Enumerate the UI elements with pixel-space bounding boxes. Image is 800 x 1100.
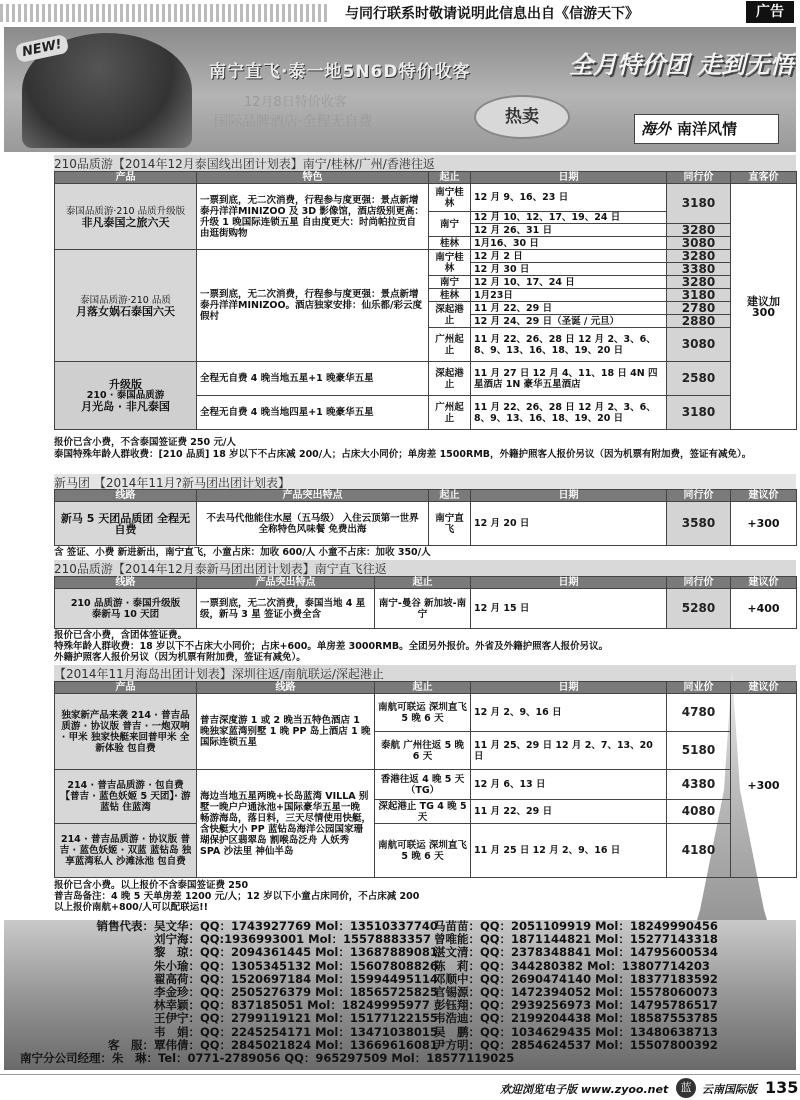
route-cell: 深起港止 [429, 362, 471, 396]
feature-cell: 不去马代他能住水屋（五马级） 入住云顶第一世界 全称特色风味餐 免费出海 [197, 502, 429, 546]
date-cell: 11 月 27 日 12 月 4、11、18 日 4N 四星酒店 1N 豪华五星酒店 [471, 362, 667, 396]
date-cell: 11 月 25、29 日 12 月 2、7、13、20 日 [471, 732, 667, 770]
contact-entry: 刘宁海：QQ:1936993001 Mol：15578883357 [154, 932, 431, 947]
route-cell: 桂林 [429, 289, 471, 302]
col-header: 建议价 [731, 490, 797, 502]
product-name: 210 · 泰国品质游 [86, 390, 165, 401]
section-title-thai-sg: 210品质游【2014年12月泰新马团出团计划表】南宁直飞往返 [54, 560, 796, 578]
product-cell: 独家新产品来袭 214 · 普吉品质游 · 协议版 普吉 · 一炮双响 · 甲米 独家快艇来回普甲米 全新体验 包自费 [55, 694, 197, 770]
price-cell: 2580 [667, 362, 731, 396]
col-header: 直客价 [731, 172, 797, 184]
page-footer [0, 1074, 800, 1100]
product-cell [55, 250, 197, 362]
col-header: 产品突出特点 [197, 490, 429, 502]
route-cell: 香港往返 4 晚 5 天（TG） [375, 770, 471, 800]
date-cell: 12 月 10、17、24 日 [471, 276, 667, 289]
price-cell: 3580 [667, 502, 731, 546]
date-cell: 1月16、30 日 [471, 237, 667, 250]
product-cell: 214 · 普吉品质游 · 包自费 【普吉 · 蓝色妖姬 5 天团】· 游蓝钻 住蓝湾 [55, 770, 197, 824]
col-header: 线路 [55, 577, 197, 589]
contact-entry: 王伊宁：QQ：2799119121 Mol：15177122155 [154, 1011, 438, 1026]
contact-role: 南宁分公司经理： [20, 1050, 112, 1065]
col-header: 特色 [197, 172, 429, 184]
contact-entry: 吴文华：QQ：1743927769 Mol：13510337740 [154, 919, 438, 933]
suggest-price-cell: +400 [731, 589, 797, 629]
product-title: 月落女娲石泰国六天 [76, 304, 175, 318]
hot-badge: 热卖 [474, 95, 570, 139]
top-pattern [0, 4, 330, 22]
contact-entry: 彭钰翔：QQ：2939256973 Mol：14795786517 [434, 998, 718, 1013]
product-cell [55, 362, 197, 430]
date-cell: 12 月 15 日 [471, 589, 667, 629]
col-header: 起止 [429, 490, 471, 502]
price-cell: 3180 [667, 289, 731, 302]
date-cell: 11 月 22、29 日 [471, 800, 667, 824]
price-cell: 3080 [667, 237, 731, 250]
suggest-price-cell: +300 [731, 502, 797, 546]
thai-sg-note-3: 外籍护照客人报价另议（因为机票有附加费，签证有减免）。 [54, 652, 306, 663]
thai-sg-table [54, 576, 797, 629]
route-cell: 南航可联运 深圳直飞 5 晚 6 天 [375, 694, 471, 732]
date-cell: 11 月 22、26、28 日 12 月 2、3、6、8、9、13、16、18、19、20 日 [471, 396, 667, 430]
thailand-table [54, 171, 797, 430]
island-note-2: 普吉岛备注：4 晚 5 天单房差 1200 元/人；12 岁以下小童占床同价，不占床减 200 [54, 891, 420, 902]
feature-cell: 全程无自费 4 晚当地五星+1 晚豪华五星 [197, 362, 429, 396]
date-cell: 12 月 30 日 [471, 263, 667, 276]
route-cell: 南宁 [429, 276, 471, 289]
route-cell: 南宁桂林 [429, 250, 471, 276]
col-header: 起止 [375, 577, 471, 589]
contact-entry: 黎 琼：QQ：2094361445 Mol：13687889081 [154, 945, 438, 960]
product-title: 泰新马 10 天团 [91, 608, 160, 620]
col-header: 起止 [429, 172, 471, 184]
brand-logo [634, 114, 779, 144]
banner-subtitle-2: 国际品牌酒店·全程无自费 [214, 114, 373, 130]
route-cell: 桂林 [429, 237, 471, 250]
date-cell: 12 月 20 日 [471, 502, 667, 546]
feature-cell: 一票到底，无二次消费，泰国当地 4 星级，新马 3 星 签证小费全含 [197, 589, 375, 629]
col-header: 建议价 [731, 577, 797, 589]
col-header: 起止 [375, 682, 471, 694]
price-cell: 3080 [667, 328, 731, 362]
col-header: 同行价 [667, 577, 731, 589]
product-cell: 新马 5 天团品质团 全程无自费 [55, 502, 197, 546]
product-name: 泰国品质游·210 品质升级版 [65, 205, 186, 217]
contact-entry: 翟高荷：QQ：1520697184 Mol：15994495114 [154, 971, 438, 986]
contact-row [20, 1052, 720, 1065]
island-note-1: 报价已含小费。以上报价不含泰国签证费 250 [54, 880, 249, 891]
price-cell: 5180 [667, 732, 731, 770]
thai-sg-note-2: 特殊年龄人群收费：18 岁以下不占床大小同价；占床+600。单房差 3000RMB。全团另外报价。外省及外籍护照客人报价另议。 [54, 641, 609, 652]
price-cell: 4780 [667, 694, 731, 732]
route-cell: 广州起止 [429, 328, 471, 362]
contact-entry: 曾唯能：QQ：1871144821 Mol：15277143318 [434, 932, 718, 947]
contact-entry: 尹方明：QQ：2854624537 Mol：15507800392 [434, 1037, 718, 1052]
price-cell: 4380 [667, 770, 731, 800]
thai-sg-note-1: 报价已含小费，含团体签证费。 [54, 630, 188, 641]
price-cell: 3280 [667, 276, 731, 289]
product-tag: 升级版 [109, 378, 142, 391]
date-cell: 12 月 2、9、16 日 [471, 694, 667, 732]
feature-cell: 海边当地五星两晚+长岛蓝湾 VILLA 别墅一晚户户通泳池+国际豪华五星一晚 畅游海岛，落日料，三天尽情使用快艇，含快艇大小 PP 蓝钻岛海洋公园国家珊瑚保护区翡翠岛 割喉岛泛舟 人妖秀 SPA 沙法里 神仙半岛 [197, 770, 375, 878]
col-header: 产品突出特点 [197, 577, 375, 589]
brand-mark: 海外 [641, 120, 672, 138]
price-cell: 3280 [667, 224, 731, 237]
product-name: 210 品质游 · 泰国升级版 [70, 597, 181, 609]
price-cell: 4080 [667, 800, 731, 824]
thailand-note-1: 报价已含小费，不含泰国签证费 250 元/人 [54, 437, 236, 448]
footer-badge: 蓝 [676, 1078, 696, 1098]
route-cell: 南航可联运 深圳直飞 5 晚 6 天 [375, 824, 471, 878]
page-number: 135 [765, 1078, 799, 1097]
feature-cell: 普吉深度游 1 或 2 晚当五特色酒店 1 晚独家蓝湾别墅 1 晚 PP 岛上酒店 1 晚国际连锁五星 [197, 694, 375, 770]
contact-role: 销售代表： [96, 919, 154, 933]
contact-role: 客 服： [108, 1037, 154, 1052]
col-header: 日期 [471, 577, 667, 589]
col-header: 产品 [55, 682, 197, 694]
footer-website: 欢迎浏览电子版 www.zyoo.net [500, 1083, 669, 1096]
price-cell: 3180 [667, 184, 731, 224]
product-title: 非凡泰国之旅六天 [81, 215, 170, 229]
contact-list [20, 919, 720, 1065]
new-badge: NEW! [15, 34, 70, 63]
date-cell: 12 月 2 日 [471, 250, 667, 263]
brand-name: 南洋风情 [677, 120, 738, 138]
feature-cell: 一票到底，无二次消费，行程参与度更强：景点新增泰丹洋洋MINIZOO。酒店独家安排：仙乐都/彩云度假村 [197, 250, 429, 362]
col-header: 建议价 [731, 682, 797, 694]
ad-label: 广告 [746, 1, 794, 23]
route-cell: 深起港止 TG 4 晚 5 天 [375, 800, 471, 824]
route-cell: 泰航 广州往返 5 晚 6 天 [375, 732, 471, 770]
product-name: 泰国品质游·210 品质 [80, 294, 171, 306]
top-headline: 与同行联系时敬请说明此信息出自《信游天下》 [345, 6, 639, 22]
price-cell: 3280 [667, 250, 731, 263]
date-cell: 11 月 22、29 日 [471, 302, 667, 315]
price-cell: 3180 [667, 396, 731, 430]
contact-entry: 湛文清：QQ：2378348841 Mol：14795600534 [434, 945, 718, 960]
col-header: 同业价 [667, 682, 731, 694]
route-cell: 广州起止 [429, 396, 471, 430]
suggest-price-cell: +300 [731, 694, 797, 878]
date-cell: 12 月 24、29 日（圣诞 / 元旦） [471, 315, 667, 328]
route-cell: 深起港止 [429, 302, 471, 328]
price-cell: 4180 [667, 824, 731, 878]
section-title-singapore: 新马团 【2014年11月?新马团出团计划表】 [54, 474, 796, 492]
footer-edition: 云南国际版 [702, 1083, 757, 1096]
feature-cell: 一票到底，无二次消费，行程参与度更强：景点新增泰丹洋洋MINIZOO 及 3D 影像馆，酒店级别更高：升级 1 晚国际连锁五星 自由度更大：时尚帕拉贡自由逛街购物 [197, 184, 429, 250]
contact-entry: 覃伟倩：QQ：2845021824 Mol：13669616081 [154, 1037, 438, 1052]
contact-entry: 马苗苗：QQ：2051109919 Mol：18249990456 [434, 919, 718, 933]
route-cell: 南宁直飞 [429, 502, 471, 546]
singapore-table [54, 489, 797, 546]
date-cell: 12 月 10、12、17、19、24 日 [471, 212, 667, 224]
date-cell: 12 月 9、16、23 日 [471, 184, 667, 212]
feature-cell: 全程无自费 4 晚当地四星+1 晚豪华五星 [197, 396, 429, 430]
contact-entry: 林幸颖：QQ：837185051 Mol：18249995977 [154, 998, 430, 1013]
product-title: 月光岛 · 非凡泰国 [81, 400, 170, 413]
island-note-3: 以上报价南航+800/人可以配联运!! [54, 902, 208, 913]
price-cell: 2880 [667, 315, 731, 328]
col-header: 日期 [471, 682, 667, 694]
date-cell: 1月23日 [471, 289, 667, 302]
contact-entry: 吴 鹏：QQ：1034629435 Mol：13480638713 [434, 1024, 718, 1039]
col-header: 日期 [471, 172, 667, 184]
contact-entry: 韦 娟：QQ：2245254171 Mol：13471038015 [154, 1024, 438, 1039]
singapore-note: 含 签证、小费 新进新出，南宁直飞，小童占床：加收 600/人 小童不占床：加收 350/人 [54, 547, 431, 558]
date-cell: 12 月 26、31 日 [471, 224, 667, 237]
banner [4, 27, 796, 152]
banner-subtitle-1: 12月8日特价收客 [244, 95, 347, 110]
price-cell: 5280 [667, 589, 731, 629]
product-cell [55, 589, 197, 629]
price-cell: 3380 [667, 263, 731, 276]
col-header: 日期 [471, 490, 667, 502]
col-header: 线路 [197, 682, 375, 694]
price-cell: 2780 [667, 302, 731, 315]
banner-slogan: 全月特价团 走到无悟 [569, 51, 794, 79]
contact-entry: 陈 莉：QQ：344280382 Mol：13807714203 [434, 958, 710, 973]
table-header [55, 172, 797, 184]
product-cell: 214 · 普吉品质游 · 协议版 普吉 · 蓝色妖姬 · 双蓝 蓝钻岛 独享蓝湾私人 沙滩泳池 包自费 [55, 824, 197, 878]
contact-entry: 李金珍：QQ：2505276379 Mol：18565725825 [154, 984, 438, 999]
col-header: 同行价 [667, 490, 731, 502]
banner-title: 南宁直飞·泰一地5N6D特价收客 [209, 62, 471, 82]
section-title-thailand: 210品质游【2014年12月泰国线出团计划表】南宁/桂林/广州/香港往返 [54, 155, 796, 173]
island-table [54, 681, 797, 878]
date-cell: 11 月 22、26、28 日 12 月 2、3、6、8、9、13、16、18、19、20 日 [471, 328, 667, 362]
contact-entry: 韦浩迪：QQ：2199204438 Mol：18587553785 [434, 1011, 718, 1026]
direct-price-cell: 建议加 300 [731, 184, 797, 430]
contact-entry: 官锡源：QQ：1472394052 Mol：15578060073 [434, 984, 718, 999]
route-cell: 南宁 [429, 212, 471, 237]
col-header: 产品 [55, 172, 197, 184]
top-strip [0, 0, 800, 26]
product-cell [55, 184, 197, 250]
col-header: 线路 [55, 490, 197, 502]
col-header: 同行价 [667, 172, 731, 184]
contact-entry: 朱小瑜：QQ：1305345132 Mol：15607808826 [154, 958, 438, 973]
date-cell: 12 月 6、13 日 [471, 770, 667, 800]
route-cell: 南宁桂林 [429, 184, 471, 212]
section-title-island: 【2014年11月海岛出团计划表】深圳往返/南航联运/深起港止 [54, 665, 796, 683]
thailand-note-2: 泰国特殊年龄人群收费：[210 品质] 18 岁以下不占床减 200/人；占床大小同价；单房差 1500RMB，外籍护照客人报价另议（因为机票有附加费，签证有减免）。 [54, 449, 752, 460]
date-cell: 11 月 25 日 12 月 2、9、16 日 [471, 824, 667, 878]
contact-entry: 朱 琳：Tel：0771-2789056 QQ：965297509 Mol：18577119025 [112, 1050, 515, 1065]
contact-entry: 邓顺中：QQ：2690474140 Mol：18377183592 [434, 971, 718, 986]
route-cell: 南宁-曼谷 新加坡-南宁 [375, 589, 471, 629]
